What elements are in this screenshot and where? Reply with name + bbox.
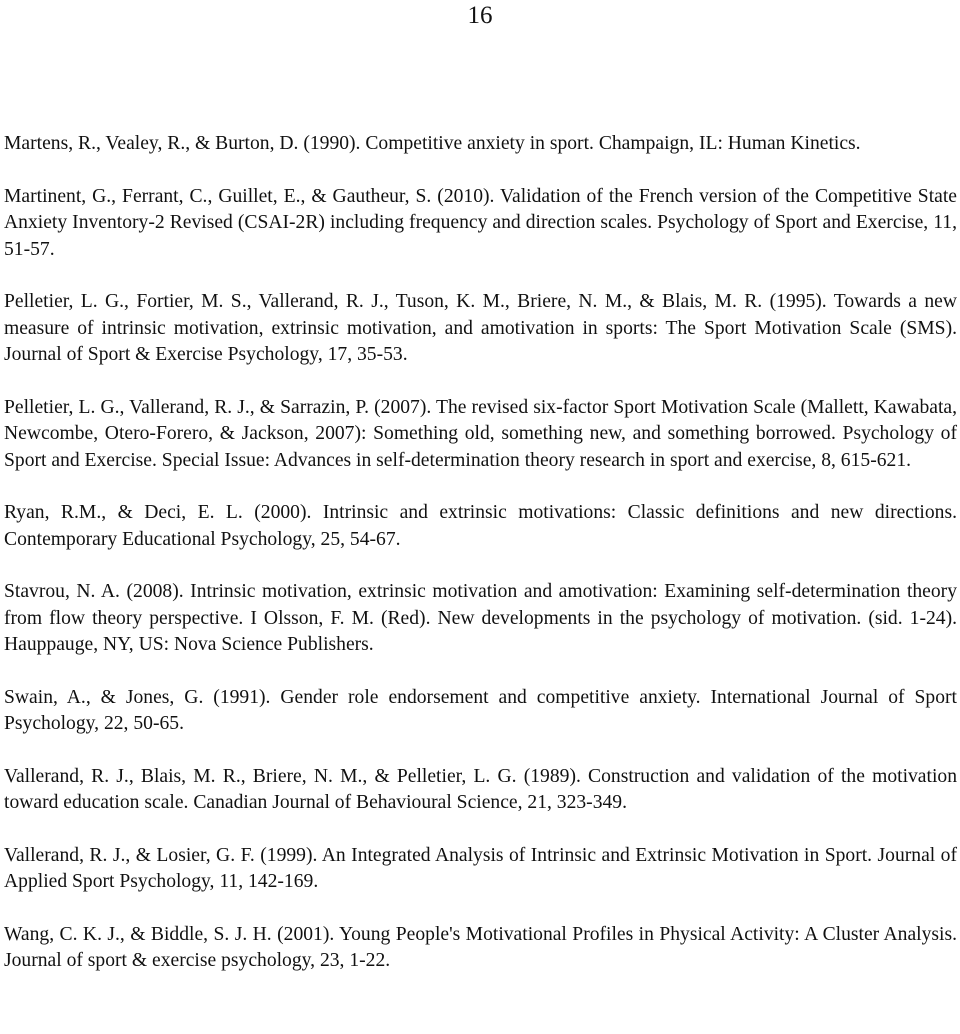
reference-entry: Vallerand, R. J., & Losier, G. F. (1999). An Integrated Analysis of Intrinsic and Extrinsic Motivation in Sport. Journal of Applied Sport Psychology, 11, 142-169. <box>4 844 957 892</box>
reference-entry: Stavrou, N. A. (2008). Intrinsic motivation, extrinsic motivation and amotivation: Examining self-determination theory from flow theory perspective. I Olsson, F. M. (Red). New developments in the psychology of motivation. (sid. 1-24). Hauppauge, NY, US: Nova Science Publishers. <box>4 581 957 655</box>
page-number: 16 <box>467 2 493 29</box>
reference-entry: Vallerand, R. J., Blais, M. R., Briere, N. M., & Pelletier, L. G. (1989). Construction and validation of the motivation toward education scale. Canadian Journal of Behavioural Science, 21, 323-349. <box>4 765 957 813</box>
reference-entry: Pelletier, L. G., Vallerand, R. J., & Sarrazin, P. (2007). The revised six-factor Sport Motivation Scale (Mallett, Kawabata, Newcombe, Otero-Forero, & Jackson, 2007): Something old, something new, and something borrowed. Psychology of Sport and Exercise. Special Issue: Advances in self-determination theory research in sport and exercise, 8, 615-621. <box>4 396 957 471</box>
reference-entry: Wang, C. K. J., & Biddle, S. J. H. (2001). Young People's Motivational Profiles in Physical Activity: A Cluster Analysis. Journal of sport & exercise psychology, 23, 1-22. <box>4 923 957 971</box>
reference-entry: Martinent, G., Ferrant, C., Guillet, E., & Gautheur, S. (2010). Validation of the French version of the Competitive State Anxiety Inventory-2 Revised (CSAI-2R) including frequency and direction scales. Psychology of Sport and Exercise, 11, 51-57. <box>4 185 957 260</box>
reference-entry: Pelletier, L. G., Fortier, M. S., Vallerand, R. J., Tuson, K. M., Briere, N. M., & Blais, M. R. (1995). Towards a new measure of intrinsic motivation, extrinsic motivation, and amotivation in sports: The Sport Motivation Scale (SMS). Journal of Sport & Exercise Psychology, 17, 35-53. <box>4 291 957 365</box>
reference-entry: Ryan, R.M., & Deci, E. L. (2000). Intrinsic and extrinsic motivations: Classic definitions and new directions. Contemporary Educational Psychology, 25, 54-67. <box>4 502 957 550</box>
reference-entry: Martens, R., Vealey, R., & Burton, D. (1990). Competitive anxiety in sport. Champaign, IL: Human Kinetics. <box>4 133 861 154</box>
reference-list <box>4 131 957 1001</box>
reference-entry: Swain, A., & Jones, G. (1991). Gender role endorsement and competitive anxiety. International Journal of Sport Psychology, 22, 50-65. <box>4 686 957 734</box>
